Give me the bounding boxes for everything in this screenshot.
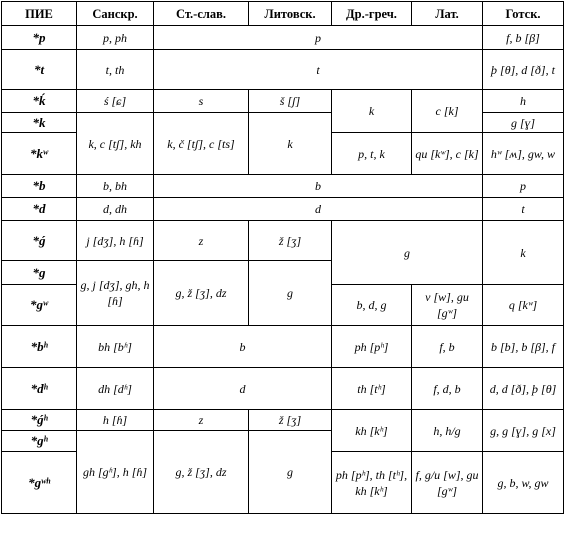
cell: k (249, 113, 332, 175)
cell: z (154, 410, 249, 431)
cell: ph [pʰ], th [tʰ], kh [kʰ] (332, 452, 412, 514)
cell: *p (2, 26, 77, 50)
cell: *b (2, 175, 77, 198)
cell: h (483, 90, 564, 113)
cell: bh [bʱ] (77, 326, 154, 368)
cell: t (483, 198, 564, 221)
cell: h, h/g (412, 410, 483, 452)
table-row (2, 50, 564, 90)
cell: p, ph (77, 26, 154, 50)
correspondence-table (1, 1, 564, 514)
cell: q [kʷ] (483, 285, 564, 326)
cell: g, ž [ʒ], dz (154, 261, 249, 326)
cell: b, bh (77, 175, 154, 198)
cell: k, č [tʃ], c [ts] (154, 113, 249, 175)
cell: *ḱ (2, 90, 77, 113)
cell: v [w], gu [gʷ] (412, 285, 483, 326)
cell: *ǵʰ (2, 410, 77, 431)
cell: hʷ [ʍ], gw, w (483, 133, 564, 175)
cell: p (483, 175, 564, 198)
cell: dh [dʱ] (77, 368, 154, 410)
cell: b (154, 175, 483, 198)
cell: f, b (412, 326, 483, 368)
cell: z (154, 221, 249, 261)
cell: qu [kʷ], c [k] (412, 133, 483, 175)
cell: š [ʃ] (249, 90, 332, 113)
cell: þ [θ], d [ð], t (483, 50, 564, 90)
cell: g, b, w, gw (483, 452, 564, 514)
header-lithuanian: Литовск. (249, 2, 332, 26)
cell: t (154, 50, 483, 90)
cell: ž [ʒ] (249, 410, 332, 431)
cell: *gʷ (2, 285, 77, 326)
cell: *ǵ (2, 221, 77, 261)
cell: h [ɦ] (77, 410, 154, 431)
cell: f, d, b (412, 368, 483, 410)
header-row (2, 2, 564, 26)
cell: s (154, 90, 249, 113)
cell: p, t, k (332, 133, 412, 175)
header-gothic: Готск. (483, 2, 564, 26)
cell: k, c [tʃ], kh (77, 113, 154, 175)
cell: g (249, 261, 332, 326)
header-pie: ПИЕ (2, 2, 77, 26)
cell: th [tʰ] (332, 368, 412, 410)
cell: p (154, 26, 483, 50)
header-sanskrit: Санскр. (77, 2, 154, 26)
table-row (2, 326, 564, 368)
cell: g (249, 431, 332, 514)
cell: *kʷ (2, 133, 77, 175)
cell: f, g/u [w], gu [gʷ] (412, 452, 483, 514)
header-old-church-slavonic: Ст.-слав. (154, 2, 249, 26)
cell: b (154, 326, 332, 368)
table-row (2, 90, 564, 113)
cell: kh [kʰ] (332, 410, 412, 452)
cell: c [k] (412, 90, 483, 133)
cell: d, dh (77, 198, 154, 221)
cell: *bʰ (2, 326, 77, 368)
cell: k (483, 221, 564, 285)
cell: t, th (77, 50, 154, 90)
header-ancient-greek: Др.-греч. (332, 2, 412, 26)
table-row (2, 368, 564, 410)
table-row (2, 26, 564, 50)
cell: *gʷʰ (2, 452, 77, 514)
cell: g [ɣ] (483, 113, 564, 133)
cell: g, g [ɣ], g [x] (483, 410, 564, 452)
cell: b [b], b [β], f (483, 326, 564, 368)
cell: *gʰ (2, 431, 77, 452)
table-row (2, 221, 564, 261)
cell: gh [gʱ], h [ɦ] (77, 431, 154, 514)
cell: d (154, 368, 332, 410)
cell: *g (2, 261, 77, 285)
cell: k (332, 90, 412, 133)
cell: g, ž [ʒ], dz (154, 431, 249, 514)
table-row (2, 175, 564, 198)
table-row (2, 198, 564, 221)
table-row (2, 410, 564, 431)
cell: ś [ɕ] (77, 90, 154, 113)
cell: f, b [β] (483, 26, 564, 50)
cell: d, d [ð], þ [θ] (483, 368, 564, 410)
cell: *dʰ (2, 368, 77, 410)
header-latin: Лат. (412, 2, 483, 26)
cell: *d (2, 198, 77, 221)
cell: *t (2, 50, 77, 90)
cell: b, d, g (332, 285, 412, 326)
cell: *k (2, 113, 77, 133)
cell: g, j [dʒ], gh, h [ɦ] (77, 261, 154, 326)
cell: d (154, 198, 483, 221)
cell: g (332, 221, 483, 285)
cell: j [dʒ], h [ɦ] (77, 221, 154, 261)
cell: ž [ʒ] (249, 221, 332, 261)
cell: ph [pʰ] (332, 326, 412, 368)
